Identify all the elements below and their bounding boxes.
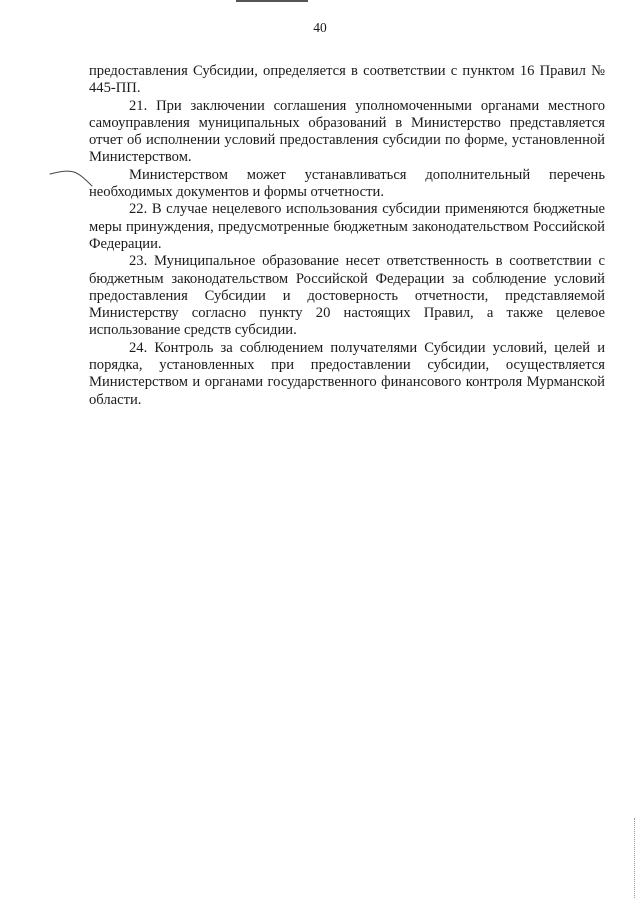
paragraph-21: 21. При заключении соглашения уполномоченными органами местного самоуправления муниципальных образований в Министерство представляется отчет об исполнении условий предоставления субсидии по форме, установленной Министерством. [89,97,605,166]
scan-edge-artifact [634,818,638,898]
paragraph-24: 24. Контроль за соблюдением получателями Субсидии условий, целей и порядка, установленных при предоставлении субсидии, осуществляется Министерством и органами государственного финансового контроля Мурманской области. [89,339,605,408]
top-rule [236,0,308,2]
paragraph-23: 23. Муниципальное образование несет ответственность в соответствии с бюджетным законодательством Российской Федерации за соблюдение условий предоставления Субсидии и достоверность отчетности, представляемой Министерству согласно пункту 20 настоящих Правил, а также целевое использование средств субсидии. [89,253,605,339]
page-number: 40 [313,20,327,35]
handwritten-margin-mark [48,166,94,188]
paragraph-ministry-list: Министерством может устанавливаться дополнительный перечень необходимых документов и формы отчетности. [89,166,605,201]
paragraph-22: 22. В случае нецелевого использования субсидии применяются бюджетные меры принуждения, предусмотренные бюджетным законодательством Российской Федерации. [89,201,605,252]
paragraph-continuation: предоставления Субсидии, определяется в соответствии с пунктом 16 Правил № 445-ПП. [89,63,605,97]
document-body [89,63,605,409]
